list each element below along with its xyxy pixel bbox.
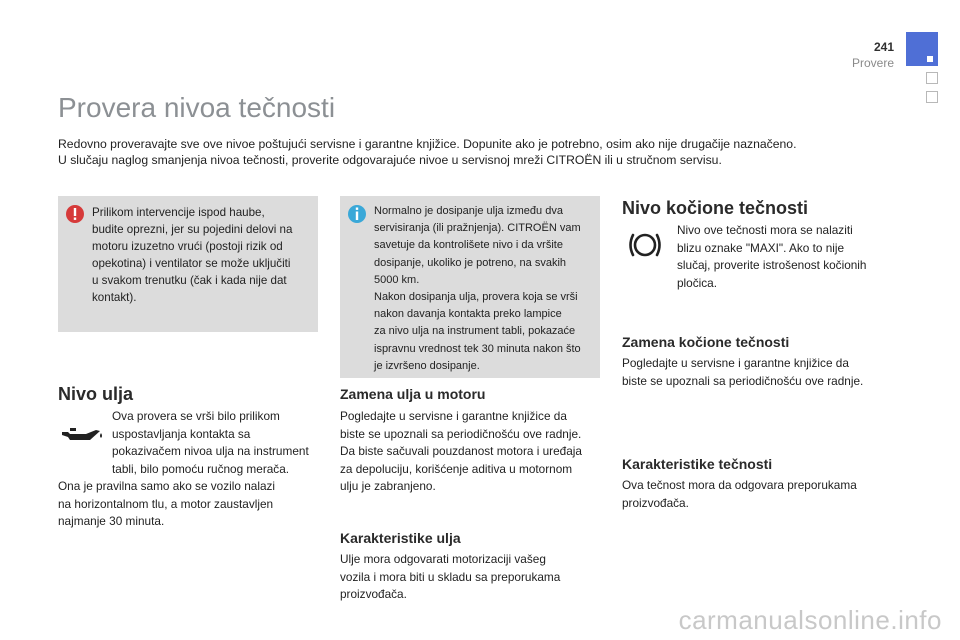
text-line: Ova tečnost mora da odgovara preporukama [622,478,857,492]
note-line: je izvršeno dosipanje. [374,359,480,372]
text-line: tabli, bilo pomoću ručnog merača. [112,461,290,476]
note-line: Prilikom intervencije ispod haube, [92,206,265,219]
text-line: Pogledajte u servisne i garantne knjižice da [622,356,849,370]
section-tab-empty[interactable] [926,72,938,84]
text-line: Ova provera se vrši bilo prilikom [112,409,280,423]
brake-level-heading: Nivo kočione tečnosti [622,198,809,218]
text-line: najmanje 30 minuta. [58,514,165,528]
tab-marker [927,56,933,62]
text-line: blizu oznake "MAXI". Ako to nije [677,240,845,255]
text-line: ulju je zabranjeno. [340,479,436,493]
intro-line: U slučaju naglog smanjenja nivoa tečnosti, proverite odgovarajuće nivoe u servisnoj mreži CITROËN ili u stručnom servisu. [58,153,722,167]
oil-level-heading: Nivo ulja [58,384,134,404]
section-tab-empty[interactable] [926,91,938,103]
text-line: vozila i mora biti u skladu sa preporukama [340,569,561,584]
info-note [340,196,600,378]
oil-can-icon [60,424,106,446]
note-line: motoru izuzetno vrući (postoji rizik od [92,240,283,253]
oil-change-text [340,408,610,496]
oil-specs-heading: Karakteristike ulja [340,530,461,546]
note-line: nakon davanja kontakta preko lampice [374,308,562,321]
brake-level-text [677,222,897,292]
note-line: 5000 km. [374,273,420,286]
text-line: Nivo ove tečnosti mora se nalaziti [677,223,853,237]
text-line: Ulje mora odgovarati motorizaciji vašeg [340,552,546,566]
note-line: ispravnu vrednost tek 30 minuta nakon što [374,342,581,355]
warning-text [92,204,316,306]
info-icon [346,204,368,224]
brake-specs-heading: Karakteristike tečnosti [622,456,773,472]
text-line: na horizontalnom tlu, a motor zaustavljen [58,496,274,511]
note-line: kontakt). [92,291,137,304]
note-line: opekotina) i ventilator se može uključiti [92,257,291,270]
warning-icon [64,204,86,224]
text-line: biste se upoznali sa periodičnošću ove radnje. [622,373,864,388]
text-line: Ona je pravilna samo ako se vozilo nalazi [58,479,276,493]
brake-warning-icon [628,230,662,260]
note-line: budite oprezni, jer su pojedini delovi na [92,223,293,236]
brake-change-heading: Zamena kočione tečnosti [622,334,790,350]
intro-line: Redovno proveravajte sve ove nivoe poštujući servisne i garantne knjižice. Dopunite ako je potrebno, osim ako nije drugačije naznačeno. [58,137,797,151]
note-line: za nivo ulja na instrument tabli, pokazaće [374,325,576,338]
text-line: slučaj, proverite istrošenost kočionih [677,258,867,272]
note-line: u svakom trenutku (čak i kada nije dat [92,274,287,287]
text-line: za depoluciju, korišćenje aditiva u motornom [340,461,573,476]
note-line: servisiranja (ili pražnjenja). CITROËN vam [374,222,581,235]
warning-note [58,196,318,332]
oil-level-text [58,478,322,531]
oil-change-heading: Zamena ulja u motoru [340,386,486,402]
brake-change-text [622,355,912,390]
text-line: pokazivačem nivoa ulja na instrument [112,444,309,458]
text-line: Pogledajte u servisne i garantne knjižice da [340,409,567,423]
text-line: uspostavljanja kontakta sa [112,426,251,441]
page-number: 241 [873,40,894,54]
text-line: biste se upoznali sa periodičnošću ove radnje. [340,426,582,441]
section-label: Provere [851,56,894,70]
text-line: proizvođača. [340,587,407,601]
note-line: Nakon dosipanja ulja, provera koja se vrši [374,291,578,304]
section-tab[interactable] [906,32,938,66]
text-line: pločica. [677,275,717,290]
brake-specs-text [622,477,912,512]
note-line: savetuje da kontrolišete nivo i da vršite [374,239,563,252]
note-line: dosipanje, ukoliko je potreno, na svakih [374,256,567,269]
oil-level-indented-text [112,408,322,478]
watermark: carmanualsonline.info [678,605,942,635]
text-line: Da biste sačuvali pouzdanost motora i uređaja [340,444,582,458]
note-line: Normalno je dosipanje ulja između dva [374,205,563,217]
info-text [374,203,598,375]
intro-text [58,136,918,168]
page-title: Provera nivoa tečnosti [58,92,336,123]
oil-specs-text [340,551,610,604]
text-line: proizvođača. [622,495,689,510]
